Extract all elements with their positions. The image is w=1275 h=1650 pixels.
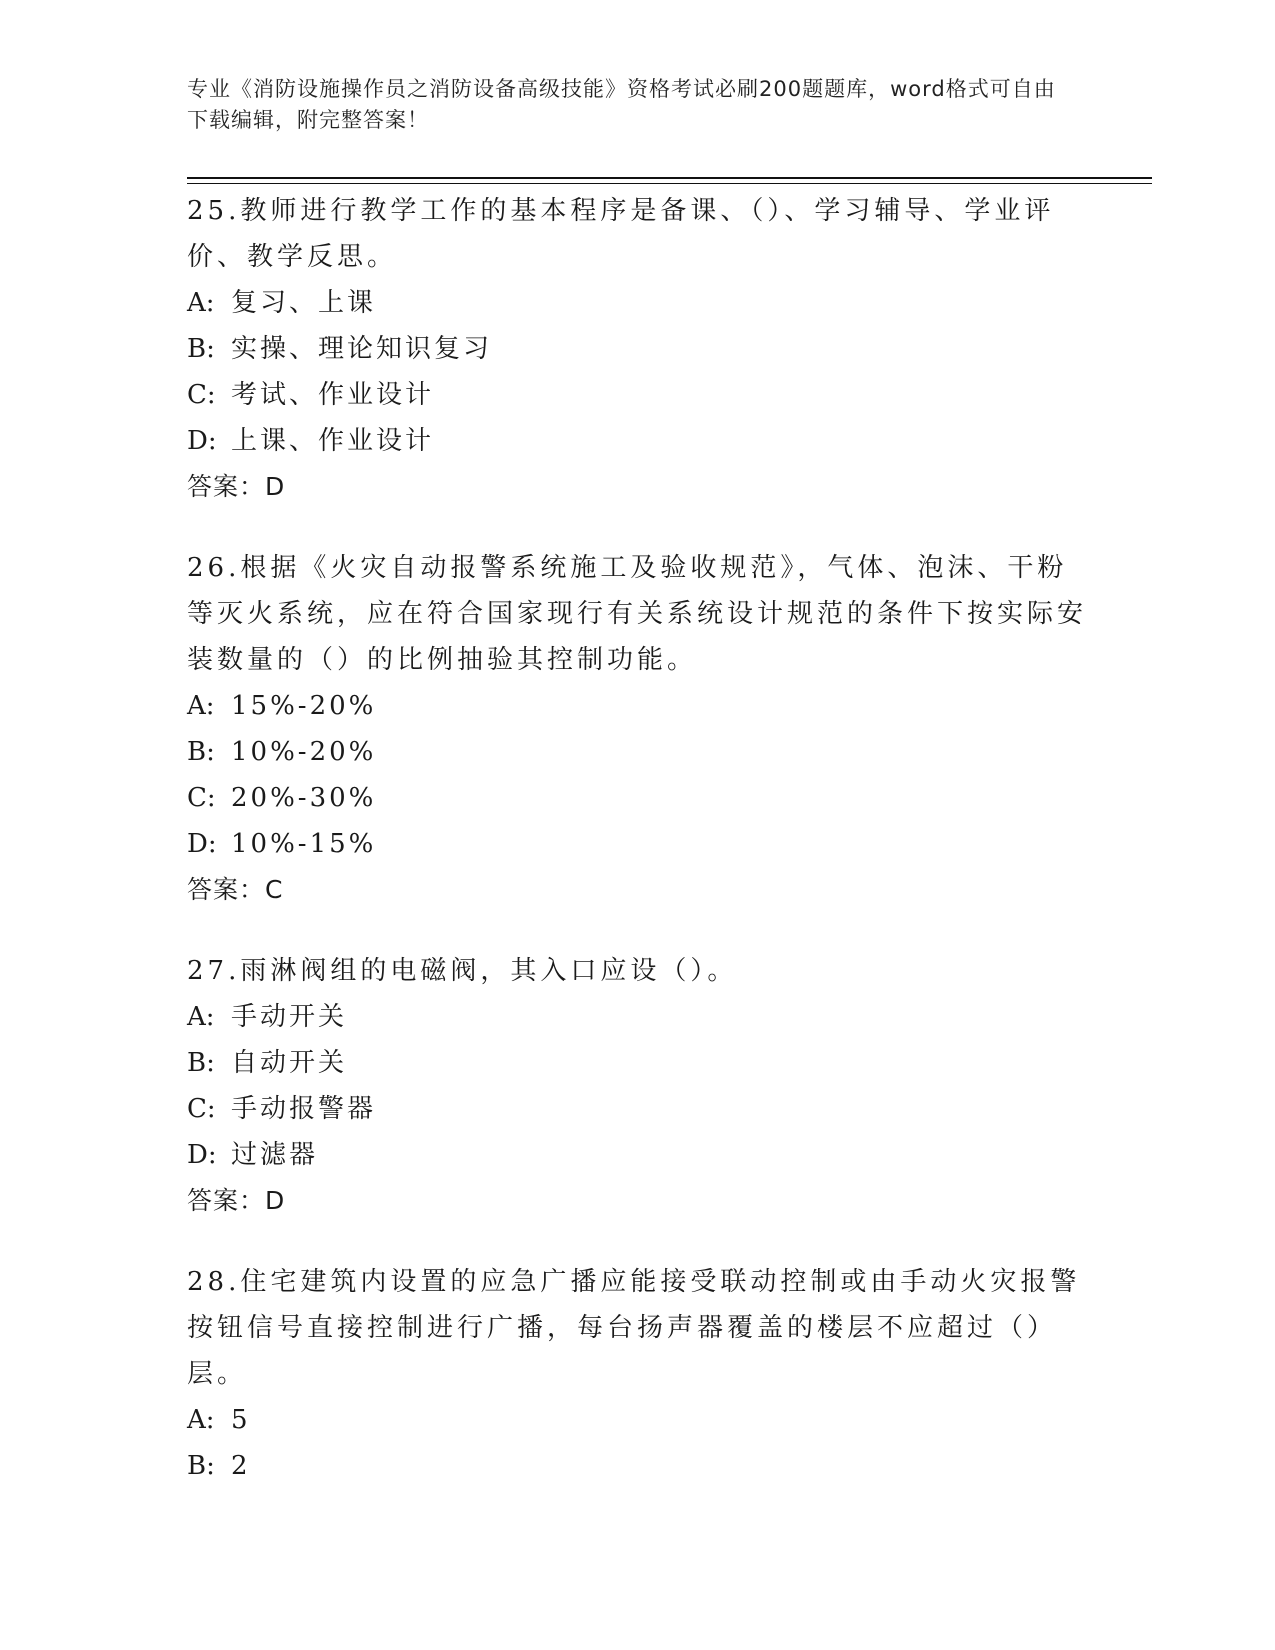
option-text: 2 xyxy=(231,1451,251,1481)
option-text: 过滤器 xyxy=(231,1140,319,1170)
option-text: 上课、作业设计 xyxy=(231,426,435,456)
question-27 xyxy=(187,948,1087,1224)
option-key: C: xyxy=(187,783,216,813)
option-key: D: xyxy=(187,829,217,859)
option-b xyxy=(187,729,1087,775)
option-a xyxy=(187,683,1087,729)
option-b xyxy=(187,326,1087,372)
answer-line: 答案：D xyxy=(187,1186,286,1215)
option-text: 手动报警器 xyxy=(231,1094,377,1124)
question-list xyxy=(187,188,1087,1524)
option-c xyxy=(187,775,1087,821)
option-text: 20%-30% xyxy=(231,783,377,813)
option-text: 5 xyxy=(231,1405,251,1435)
option-d xyxy=(187,418,1087,464)
question-stem: 28.住宅建筑内设置的应急广播应能接受联动控制或由手动火灾报警按钮信号直接控制进行广播，每台扬声器覆盖的楼层不应超过（）层。 xyxy=(187,1267,1081,1389)
option-text: 10%-15% xyxy=(231,829,377,859)
question-stem: 27.雨淋阀组的电磁阀，其入口应设（）。 xyxy=(187,956,738,986)
option-key: D: xyxy=(187,426,217,456)
option-key: B: xyxy=(187,737,215,767)
option-text: 复习、上课 xyxy=(231,288,377,318)
option-key: B: xyxy=(187,1048,215,1078)
option-b xyxy=(187,1040,1087,1086)
option-a xyxy=(187,280,1087,326)
question-25 xyxy=(187,188,1087,510)
header-divider-thin xyxy=(187,183,1152,184)
option-key: A: xyxy=(187,1405,215,1435)
option-c xyxy=(187,372,1087,418)
document-header: 专业《消防设施操作员之消防设备高级技能》资格考试必刷200题题库，word格式可自由下载编辑，附完整答案！ xyxy=(187,77,1056,132)
header-divider-thick xyxy=(187,177,1152,179)
question-stem: 26.根据《火灾自动报警系统施工及验收规范》，气体、泡沫、干粉等灭火系统，应在符合国家现行有关系统设计规范的条件下按实际安装数量的（）的比例抽验其控制功能。 xyxy=(187,553,1088,675)
option-text: 手动开关 xyxy=(231,1002,348,1032)
option-d xyxy=(187,1132,1087,1178)
option-c xyxy=(187,1086,1087,1132)
option-text: 10%-20% xyxy=(231,737,377,767)
option-a xyxy=(187,994,1087,1040)
question-26 xyxy=(187,545,1087,913)
option-key: C: xyxy=(187,380,216,410)
option-key: C: xyxy=(187,1094,216,1124)
option-d xyxy=(187,821,1087,867)
option-key: D: xyxy=(187,1140,217,1170)
option-b xyxy=(187,1443,1087,1489)
option-a xyxy=(187,1397,1087,1443)
question-stem: 25.教师进行教学工作的基本程序是备课、（）、学习辅导、学业评价、教学反思。 xyxy=(187,196,1055,272)
option-key: B: xyxy=(187,1451,215,1481)
option-key: B: xyxy=(187,334,215,364)
option-text: 实操、理论知识复习 xyxy=(231,334,493,364)
answer-line: 答案：D xyxy=(187,472,286,501)
option-key: A: xyxy=(187,1002,215,1032)
option-key: A: xyxy=(187,288,215,318)
answer-line: 答案：C xyxy=(187,875,284,904)
question-28 xyxy=(187,1259,1087,1489)
option-text: 自动开关 xyxy=(231,1048,348,1078)
option-key: A: xyxy=(187,691,215,721)
option-text: 15%-20% xyxy=(231,691,377,721)
option-text: 考试、作业设计 xyxy=(231,380,435,410)
